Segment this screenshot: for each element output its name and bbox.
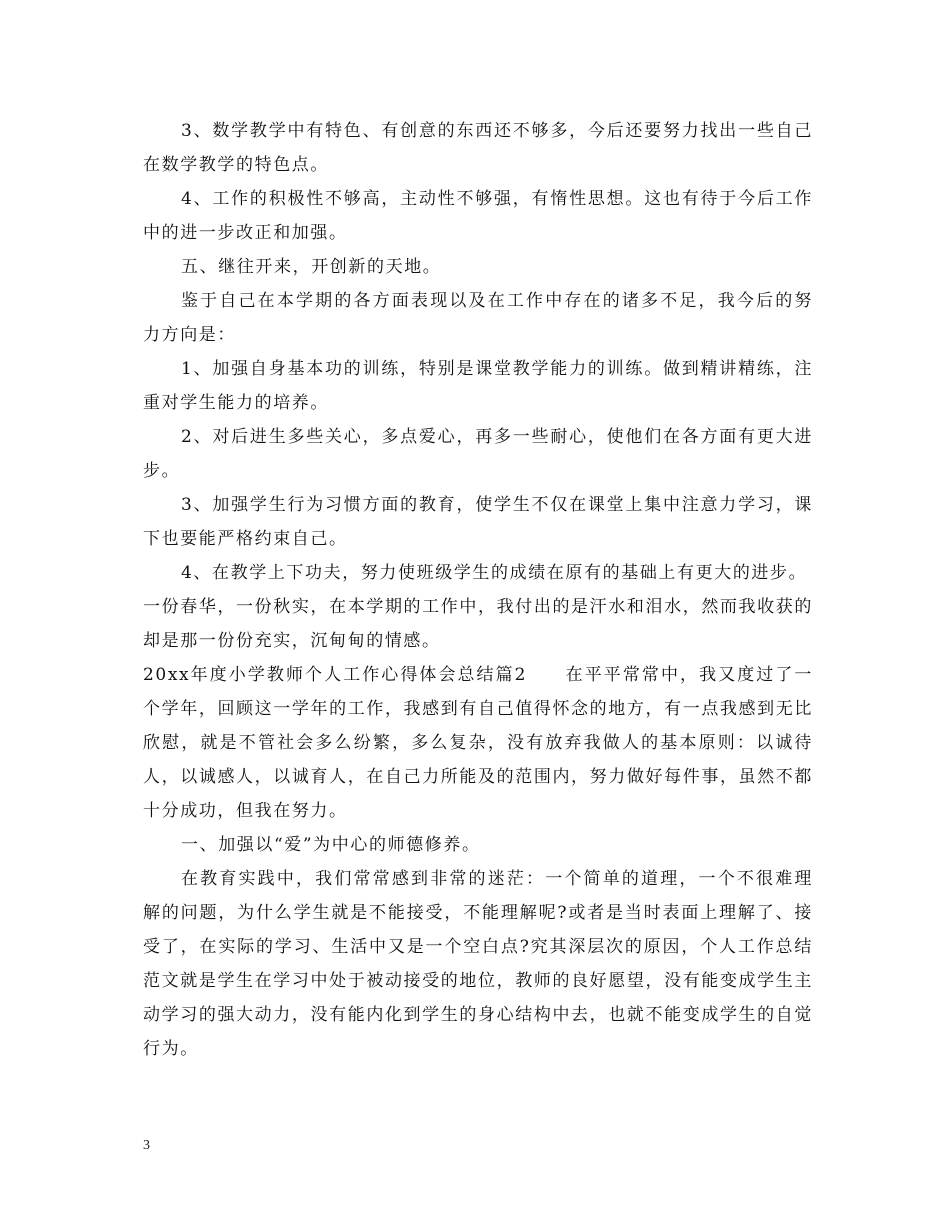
paragraph: 4、工作的积极性不够高，主动性不够强，有惰性思想。这也有待于今后工作中的进一步改正和加强。 bbox=[143, 189, 813, 243]
paragraph: 3、加强学生行为习惯方面的教育，使学生不仅在课堂上集中注意力学习，课下也要能严格约束自己。 bbox=[143, 495, 813, 549]
paragraph: 鉴于自己在本学期的各方面表现以及在工作中存在的诸多不足，我今后的努力方向是： bbox=[143, 291, 813, 345]
page-number: 3 bbox=[143, 1138, 150, 1153]
section-heading: 五、继往开来，开创新的天地。 bbox=[181, 257, 442, 277]
paragraph: 一份春华，一份秋实，在本学期的工作中，我付出的是汗水和泪水，然而我收获的却是那一份份充实，沉甸甸的情感。 bbox=[143, 597, 813, 651]
paragraph: 3、数学教学中有特色、有创意的东西还不够多，今后还要努力找出一些自己在数学教学的特色点。 bbox=[143, 121, 813, 175]
section-heading: 一、加强以“爱”为中心的师德修养。 bbox=[181, 835, 481, 855]
paragraph: 20xx年度小学教师个人工作心得体会总结篇2 在平平常常中，我又度过了一个学年，回顾这一学年的工作，我感到有自己值得怀念的地方，有一点我感到无比欣慰，就是不管社会多么纷繁，多么复杂，没有放弃我做人的基本原则：以诚待人，以诚感人，以诚育人，在自己力所能及的范围内，努力做好每件事，虽然不都十分成功，但我在努力。 bbox=[143, 665, 813, 821]
document-body bbox=[143, 114, 813, 1066]
paragraph: 2、对后进生多些关心，多点爱心，再多一些耐心，使他们在各方面有更大进步。 bbox=[143, 427, 813, 481]
paragraph: 4、在教学上下功夫，努力使班级学生的成绩在原有的基础上有更大的进步。 bbox=[181, 563, 808, 583]
paragraph: 1、加强自身基本功的训练，特别是课堂教学能力的训练。做到精讲精练，注重对学生能力的培养。 bbox=[143, 359, 813, 413]
paragraph: 在教育实践中，我们常常感到非常的迷茫：一个简单的道理，一个不很难理解的问题，为什么学生就是不能接受，不能理解呢?或者是当时表面上理解了、接受了，在实际的学习、生活中又是一个空白点?究其深层次的原因，个人工作总结范文就是学生在学习中处于被动接受的地位，教师的良好愿望，没有能变成学生主动学习的强大动力，没有能内化到学生的身心结构中去，也就不能变成学生的自觉行为。 bbox=[143, 869, 813, 1059]
